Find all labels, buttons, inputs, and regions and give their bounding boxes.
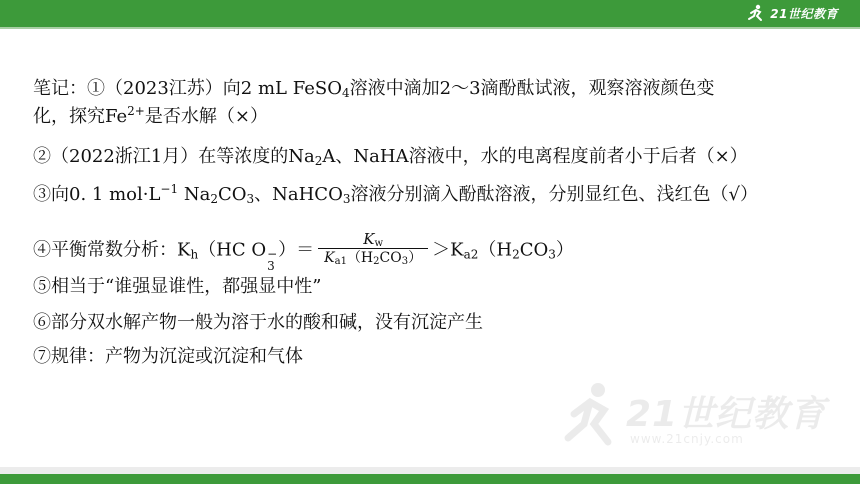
header-divider: [0, 27, 860, 29]
note-line-3: ②（2022浙江1月）在等浓度的$Na_2A$、NaHA溶液中，水的电离程度前者小于后者（×）: [33, 146, 748, 168]
runner-icon: [746, 4, 766, 22]
logo-text: 21世纪教育: [770, 6, 838, 21]
runner-icon: [560, 380, 620, 450]
note-line-1: 笔记：①（2023江苏）向2 mL FeSO$_4$溶液中滴加2～3滴酚酞试液，观察溶液颜色变: [33, 78, 715, 100]
watermark-text: 21世纪教育: [626, 394, 827, 435]
note-line-7: ⑦规律：产物为沉淀或沉淀和气体: [33, 346, 303, 367]
footer-bar: [0, 474, 860, 484]
header-bar: [0, 0, 860, 27]
footer-shadow: [0, 467, 860, 474]
note-line-5: ⑤相当于“谁强显谁性，都强显中性”: [33, 276, 322, 297]
watermark-sub: www.21cnjy.com: [630, 432, 744, 446]
brand-logo: [746, 2, 838, 24]
note-line-6: ⑥部分双水解产物一般为溶于水的酸和碱，没有沉淀产生: [33, 312, 483, 333]
kw-fraction: $\frac{K_w}{K_{a1}(H_2CO_3)}$: [318, 230, 428, 267]
watermark: [560, 380, 840, 470]
note-line-2: 化，探究$Fe^{2+}$是否水解（×）: [33, 104, 268, 127]
note-line-4-equation: ④平衡常数分析：$K_h(HC$ O − 3 ）＝ $\frac{K_w}{K_{a1}(H_2CO_3)}$ $>K_{a2}(H_2CO_3)$: [33, 230, 574, 273]
note-line-4: ③向0. 1 $mol\cdot L^{-1}$ $Na_2CO_3$、NaHCO$_3$溶液分别滴入酚酞溶液，分别显红色、浅红色（√）: [33, 182, 758, 206]
